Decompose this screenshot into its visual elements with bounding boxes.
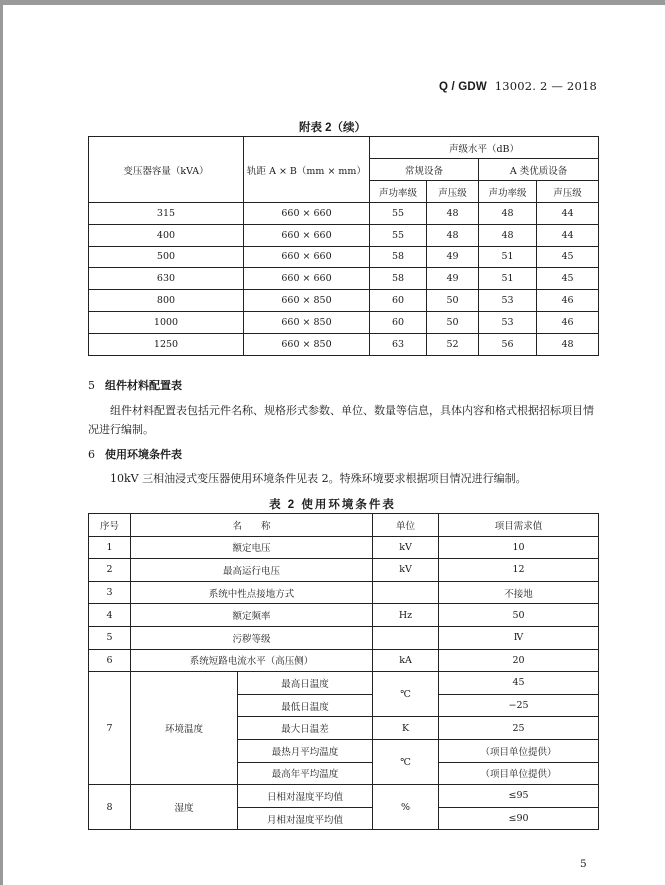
header-regular: 常规设备 <box>370 159 479 181</box>
cell-value: Ⅳ <box>439 626 599 649</box>
cell-premium-power: 53 <box>479 311 537 333</box>
table1-caption-text: 附表 2（续） <box>298 122 367 134</box>
section-5-number: 5 <box>88 379 95 392</box>
cell-subname: 日相对湿度平均值 <box>238 785 373 808</box>
cell-name: 系统短路电流水平（高压侧） <box>131 649 373 672</box>
cell-unit <box>373 581 439 604</box>
cell-gauge: 660 × 660 <box>244 268 370 290</box>
cell-no: 4 <box>89 604 131 627</box>
cell-premium-pressure: 46 <box>537 311 599 333</box>
cell-value: 20 <box>439 649 599 672</box>
cell-premium-power: 53 <box>479 290 537 312</box>
table-row <box>89 559 599 582</box>
noise-level-table <box>88 136 599 356</box>
header-regular-power: 声功率级 <box>370 181 427 203</box>
cell-no: 2 <box>89 559 131 582</box>
cell-unit: kV <box>373 536 439 559</box>
cell-subname: 最热月平均温度 <box>238 739 373 762</box>
cell-value: 45 <box>439 672 599 695</box>
cell-subname: 最高日温度 <box>238 672 373 695</box>
cell-unit: ℃ <box>373 739 439 784</box>
table-row <box>89 203 599 225</box>
cell-no: 6 <box>89 649 131 672</box>
cell-group: 湿度 <box>131 785 238 830</box>
cell-group: 环境温度 <box>131 672 238 785</box>
cell-premium-power: 51 <box>479 268 537 290</box>
cell-gauge: 660 × 850 <box>244 333 370 355</box>
cell-name: 污秽等级 <box>131 626 373 649</box>
cell-regular-power: 58 <box>370 246 427 268</box>
cell-no: 8 <box>89 785 131 830</box>
cell-capacity: 630 <box>89 268 244 290</box>
cell-value: ≤95 <box>439 785 599 808</box>
cell-gauge: 660 × 850 <box>244 290 370 312</box>
cell-capacity: 800 <box>89 290 244 312</box>
table-row <box>89 581 599 604</box>
cell-regular-power: 63 <box>370 333 427 355</box>
section-6-heading <box>88 446 182 462</box>
cell-premium-power: 48 <box>479 203 537 225</box>
cell-regular-pressure: 52 <box>427 333 479 355</box>
header-name: 名 称 <box>131 514 373 537</box>
cell-premium-pressure: 44 <box>537 224 599 246</box>
section-6-number: 6 <box>88 448 95 461</box>
cell-regular-power: 60 <box>370 290 427 312</box>
cell-no: 7 <box>89 672 131 785</box>
document-code-number: 13002. 2 — 2018 <box>494 79 597 93</box>
section-5-title: 组件材料配置表 <box>105 380 182 392</box>
cell-capacity: 315 <box>89 203 244 225</box>
cell-name: 额定电压 <box>131 536 373 559</box>
table-row <box>89 672 599 695</box>
cell-name: 系统中性点接地方式 <box>131 581 373 604</box>
table2-caption: 表 2 使用环境条件表 <box>269 499 396 511</box>
header-premium: A 类优质设备 <box>479 159 599 181</box>
cell-no: 5 <box>89 626 131 649</box>
cell-premium-pressure: 45 <box>537 268 599 290</box>
table-row <box>89 536 599 559</box>
environment-conditions-table <box>88 513 599 830</box>
cell-gauge: 660 × 660 <box>244 246 370 268</box>
section-5-heading <box>88 377 182 393</box>
cell-regular-power: 60 <box>370 311 427 333</box>
cell-name: 最高运行电压 <box>131 559 373 582</box>
cell-regular-power: 55 <box>370 203 427 225</box>
cell-value: 25 <box>439 717 599 740</box>
cell-unit: kA <box>373 649 439 672</box>
page-top-border <box>0 0 665 5</box>
cell-gauge: 660 × 660 <box>244 203 370 225</box>
header-value: 项目需求值 <box>439 514 599 537</box>
table-row <box>89 649 599 672</box>
cell-regular-pressure: 48 <box>427 203 479 225</box>
cell-unit: Hz <box>373 604 439 627</box>
section-6-body: 10kV 三相油浸式变压器使用环境条件见表 2。特殊环境要求根据项目情况进行编制。 <box>110 472 527 485</box>
cell-capacity: 1000 <box>89 311 244 333</box>
table-header-row <box>89 514 599 537</box>
section-6-title: 使用环境条件表 <box>105 449 182 461</box>
cell-value: 10 <box>439 536 599 559</box>
cell-subname: 月相对湿度平均值 <box>238 807 373 830</box>
cell-capacity: 1250 <box>89 333 244 355</box>
header-noise-level: 声级水平（dB） <box>370 137 599 159</box>
header-gauge: 轨距 A × B（mm × mm） <box>244 137 370 203</box>
cell-unit <box>373 626 439 649</box>
document-code-prefix: Q / GDW <box>438 81 487 93</box>
cell-value: 不接地 <box>439 581 599 604</box>
table-row <box>89 604 599 627</box>
cell-regular-power: 55 <box>370 224 427 246</box>
cell-value: （项目单位提供） <box>439 762 599 785</box>
cell-unit: kV <box>373 559 439 582</box>
cell-subname: 最低日温度 <box>238 694 373 717</box>
cell-capacity: 500 <box>89 246 244 268</box>
header-premium-pressure: 声压级 <box>537 181 599 203</box>
table-row <box>89 311 599 333</box>
document-code <box>439 79 597 93</box>
cell-regular-pressure: 49 <box>427 268 479 290</box>
cell-premium-pressure: 46 <box>537 290 599 312</box>
cell-no: 1 <box>89 536 131 559</box>
header-regular-pressure: 声压级 <box>427 181 479 203</box>
cell-value: 12 <box>439 559 599 582</box>
cell-subname: 最大日温差 <box>238 717 373 740</box>
cell-premium-pressure: 44 <box>537 203 599 225</box>
cell-value: −25 <box>439 694 599 717</box>
table-row <box>89 785 599 808</box>
cell-regular-pressure: 50 <box>427 290 479 312</box>
header-no: 序号 <box>89 514 131 537</box>
cell-premium-power: 56 <box>479 333 537 355</box>
table-row <box>89 246 599 268</box>
cell-value: （项目单位提供） <box>439 739 599 762</box>
cell-regular-pressure: 48 <box>427 224 479 246</box>
cell-regular-pressure: 50 <box>427 311 479 333</box>
cell-gauge: 660 × 850 <box>244 311 370 333</box>
table1-caption <box>0 119 665 135</box>
header-capacity: 变压器容量（kVA） <box>89 137 244 203</box>
cell-regular-power: 58 <box>370 268 427 290</box>
cell-premium-power: 51 <box>479 246 537 268</box>
cell-name: 额定频率 <box>131 604 373 627</box>
cell-unit: ℃ <box>373 672 439 717</box>
cell-premium-power: 48 <box>479 224 537 246</box>
cell-value: ≤90 <box>439 807 599 830</box>
cell-no: 3 <box>89 581 131 604</box>
table-row <box>89 268 599 290</box>
table-row <box>89 290 599 312</box>
header-premium-power: 声功率级 <box>479 181 537 203</box>
page-number: 5 <box>580 858 587 870</box>
cell-unit: % <box>373 785 439 830</box>
header-unit: 单位 <box>373 514 439 537</box>
cell-subname: 最高年平均温度 <box>238 762 373 785</box>
cell-unit: K <box>373 717 439 740</box>
cell-capacity: 400 <box>89 224 244 246</box>
section-5-body: 组件材料配置表包括元件名称、规格形式参数、单位、数量等信息，具体内容和格式根据招标项目情况进行编制。 <box>88 404 594 436</box>
cell-gauge: 660 × 660 <box>244 224 370 246</box>
cell-premium-pressure: 48 <box>537 333 599 355</box>
cell-value: 50 <box>439 604 599 627</box>
table-row <box>89 333 599 355</box>
table-row <box>89 224 599 246</box>
cell-regular-pressure: 49 <box>427 246 479 268</box>
table-row <box>89 626 599 649</box>
cell-premium-pressure: 45 <box>537 246 599 268</box>
